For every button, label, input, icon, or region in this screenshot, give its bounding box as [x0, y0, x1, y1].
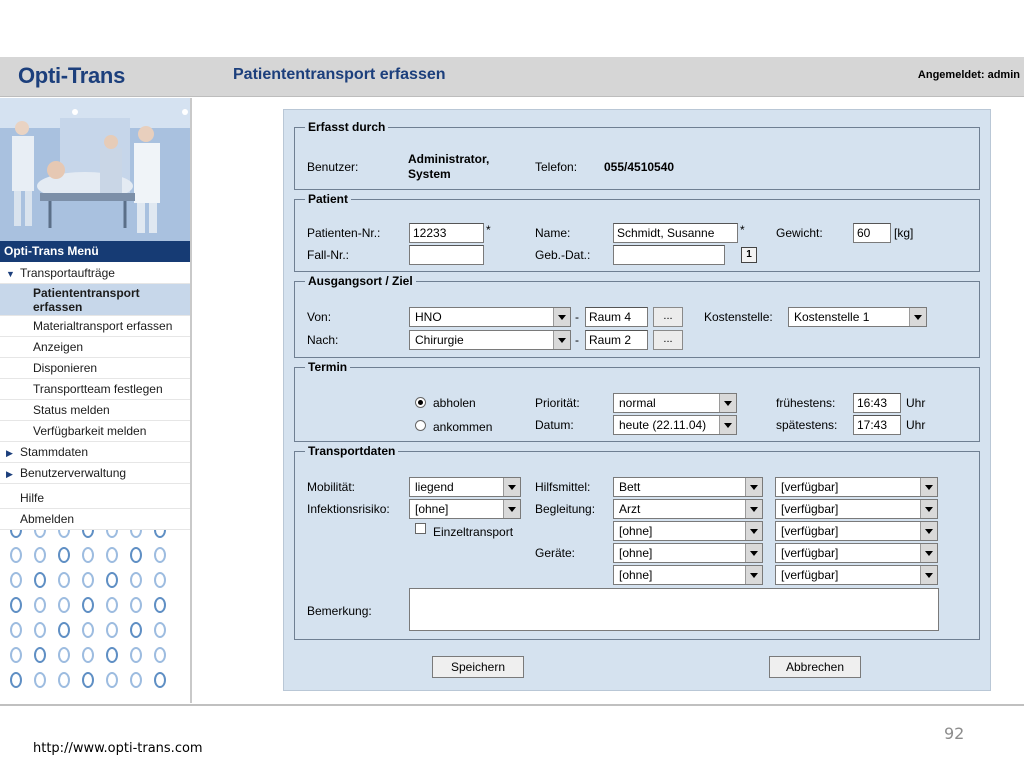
group-termin: [294, 360, 980, 442]
decorative-dot: [34, 572, 46, 588]
chevron-right-icon: ▶: [6, 448, 13, 458]
group-ausgangsort-ziel: [294, 274, 980, 358]
spaetestens-input[interactable]: 17:43: [853, 415, 901, 435]
chevron-down-icon: [745, 478, 762, 496]
chevron-down-icon: ▼: [6, 269, 15, 279]
nach-label: Nach:: [307, 333, 339, 347]
menu-item-anzeigen[interactable]: Anzeigen: [0, 337, 190, 358]
group-erfasst-durch: [294, 120, 980, 190]
required-marker: *: [486, 223, 491, 237]
einzeltransport-label: Einzeltransport: [433, 525, 514, 539]
decorative-dot: [10, 672, 22, 688]
group-legend: Ausgangsort / Ziel: [308, 274, 413, 288]
nach-raum-browse-button[interactable]: ...: [653, 330, 683, 350]
chevron-down-icon: [920, 544, 937, 562]
chevron-down-icon: [909, 308, 926, 326]
select-value: [verfügbar]: [781, 568, 839, 582]
kostenstelle-selected-value: Kostenstelle 1: [794, 310, 870, 324]
select-value: [ohne]: [619, 568, 653, 582]
menu-item-benutzerverwaltung[interactable]: [0, 463, 190, 484]
decorative-dot: [10, 647, 22, 663]
uhr-unit: Uhr: [906, 396, 926, 410]
uhr-unit: Uhr: [906, 418, 926, 432]
geraete-select-1[interactable]: [613, 543, 763, 563]
bemerkung-label: Bemerkung:: [307, 604, 372, 618]
geb-dat-label: Geb.-Dat.:: [535, 248, 591, 262]
begleitung-select-1[interactable]: [613, 499, 763, 519]
menu-item-status-melden[interactable]: Status melden: [0, 400, 190, 421]
nach-raum-input[interactable]: Raum 2: [585, 330, 648, 350]
main-menu: [0, 263, 190, 530]
decorative-dot: [154, 597, 166, 613]
von-select[interactable]: [409, 307, 571, 327]
menu-item-patiententransport-erfassen[interactable]: Patiententransport erfassen: [0, 284, 190, 316]
decorative-dot: [130, 547, 142, 563]
group-legend: Transportdaten: [308, 444, 396, 458]
decorative-dot: [10, 572, 22, 588]
datum-label: Datum:: [535, 418, 574, 432]
menu-item-transportteam-festlegen[interactable]: Transportteam festlegen: [0, 379, 190, 400]
decorative-dot: [154, 672, 166, 688]
menu-title: Opti-Trans Menü: [0, 241, 190, 262]
benutzer-label: Benutzer:: [307, 160, 359, 174]
calendar-icon[interactable]: 1: [741, 247, 757, 263]
required-marker: *: [740, 223, 745, 237]
decorative-dot: [82, 647, 94, 663]
menu-item-verfuegbarkeit-melden[interactable]: Verfügbarkeit melden: [0, 421, 190, 442]
group-transportdaten: [294, 444, 980, 640]
geb-dat-input[interactable]: [613, 245, 725, 265]
prioritaet-label: Priorität:: [535, 396, 580, 410]
form-panel: [283, 109, 991, 691]
menu-item-label: Transportaufträge: [20, 266, 115, 280]
dash-separator: -: [575, 333, 579, 347]
spaetestens-label: spätestens:: [776, 418, 838, 432]
decorative-dot: [58, 672, 70, 688]
app-title: Opti-Trans: [18, 63, 126, 88]
chevron-down-icon: [920, 500, 937, 518]
decorative-dot: [34, 647, 46, 663]
kostenstelle-select[interactable]: [788, 307, 927, 327]
decorative-dot: [130, 622, 142, 638]
decorative-dot: [82, 597, 94, 613]
select-value: [verfügbar]: [781, 480, 839, 494]
decorative-dot: [58, 547, 70, 563]
von-label: Von:: [307, 310, 332, 324]
decorative-dot: [34, 547, 46, 563]
patienten-nr-label: Patienten-Nr.:: [307, 226, 381, 240]
decorative-dot: [130, 572, 142, 588]
decorative-dot: [106, 622, 118, 638]
status-select-5[interactable]: [775, 565, 938, 585]
logged-in-user: Angemeldet: admin: [917, 69, 1020, 81]
group-legend: Erfasst durch: [308, 120, 386, 134]
sidebar-divider: [190, 98, 192, 703]
gewicht-unit: [kg]: [894, 226, 914, 240]
decorative-dot: [34, 622, 46, 638]
menu-item-materialtransport-erfassen[interactable]: Materialtransport erfassen: [0, 316, 190, 337]
decorative-dot: [154, 530, 166, 538]
chevron-down-icon: [553, 331, 570, 349]
menu-item-stammdaten[interactable]: [0, 442, 190, 463]
chevron-down-icon: [745, 566, 762, 584]
benutzer-value: Administrator, System: [408, 152, 490, 181]
kostenstelle-label: Kostenstelle:: [704, 310, 773, 324]
decorative-dot: [130, 597, 142, 613]
hospital-photo: [0, 98, 190, 241]
chevron-down-icon: [719, 416, 736, 434]
decorative-dot: [10, 597, 22, 613]
save-button[interactable]: Speichern: [432, 656, 524, 678]
hilfsmittel-select-1[interactable]: [613, 477, 763, 497]
menu-item-disponieren[interactable]: Disponieren: [0, 358, 190, 379]
mobilitaet-selected-value: liegend: [415, 480, 454, 494]
prioritaet-selected-value: normal: [619, 396, 656, 410]
abholen-label: abholen: [433, 396, 476, 410]
decorative-dot: [10, 622, 22, 638]
mobilitaet-select[interactable]: [409, 477, 521, 497]
decorative-dot: [154, 622, 166, 638]
decorative-dot: [130, 647, 142, 663]
fall-nr-input[interactable]: [409, 245, 484, 265]
datum-selected-value: heute (22.11.04): [619, 418, 707, 432]
einzeltransport-checkbox[interactable]: [415, 523, 426, 534]
footer-divider: [0, 704, 1024, 706]
fall-nr-label: Fall-Nr.:: [307, 248, 349, 262]
prioritaet-select[interactable]: [613, 393, 737, 413]
nach-select[interactable]: [409, 330, 571, 350]
decorative-dot: [10, 530, 22, 538]
select-value: Arzt: [619, 502, 641, 516]
decorative-dot: [154, 547, 166, 563]
begleitung-select-2[interactable]: [613, 521, 763, 541]
chevron-down-icon: [503, 500, 520, 518]
decorative-dot: [106, 672, 118, 688]
decorative-dot: [34, 672, 46, 688]
geraete-select-2[interactable]: [613, 565, 763, 585]
chevron-down-icon: [745, 522, 762, 540]
decorative-dot: [154, 572, 166, 588]
menu-item-abmelden[interactable]: Abmelden: [0, 509, 190, 530]
mobilitaet-label: Mobilität:: [307, 480, 356, 494]
status-select-1[interactable]: [775, 477, 938, 497]
hilfsmittel-label: Hilfsmittel:: [535, 480, 591, 494]
ankommen-radio[interactable]: [415, 420, 426, 431]
select-value: [verfügbar]: [781, 524, 839, 538]
telefon-label: Telefon:: [535, 160, 578, 174]
decorative-dot: [82, 622, 94, 638]
patienten-nr-input[interactable]: 12233: [409, 223, 484, 243]
decorative-dot: [58, 597, 70, 613]
nach-selected-value: Chirurgie: [415, 333, 464, 347]
menu-item-transportauftraege[interactable]: [0, 263, 190, 284]
decorative-dot: [58, 647, 70, 663]
decorative-dot: [58, 622, 70, 638]
telefon-value: 055/4510540: [604, 160, 675, 174]
decorative-dot: [106, 530, 118, 538]
chevron-down-icon: [503, 478, 520, 496]
bemerkung-textarea[interactable]: [409, 588, 939, 631]
decorative-dot: [82, 547, 94, 563]
select-value: [verfügbar]: [781, 502, 839, 516]
decorative-dot: [106, 597, 118, 613]
gewicht-input[interactable]: 60: [853, 223, 891, 243]
chevron-down-icon: [920, 522, 937, 540]
status-select-4[interactable]: [775, 543, 938, 563]
page-title: Patiententransport erfassen: [233, 66, 446, 83]
decorative-dot: [82, 672, 94, 688]
chevron-down-icon: [719, 394, 736, 412]
gewicht-label: Gewicht:: [776, 226, 823, 240]
select-value: [ohne]: [619, 524, 653, 538]
name-label: Name:: [535, 226, 571, 240]
group-patient: [294, 192, 980, 272]
fruehestens-input[interactable]: 16:43: [853, 393, 901, 413]
decorative-dot: [58, 572, 70, 588]
chevron-down-icon: [745, 544, 762, 562]
menu-item-label: Benutzerverwaltung: [20, 466, 127, 480]
decorative-dot: [154, 647, 166, 663]
app-header: [0, 57, 1024, 97]
chevron-down-icon: [920, 478, 937, 496]
footer-url[interactable]: http://www.opti-trans.com: [33, 741, 203, 756]
sidebar: [0, 98, 190, 703]
infektionsrisiko-select[interactable]: [409, 499, 521, 519]
chevron-right-icon: ▶: [6, 469, 13, 479]
chevron-down-icon: [745, 500, 762, 518]
status-select-2[interactable]: [775, 499, 938, 519]
begleitung-label: Begleitung:: [535, 502, 596, 516]
decorative-dot: [34, 530, 46, 538]
von-raum-browse-button[interactable]: ...: [653, 307, 683, 327]
status-select-3[interactable]: [775, 521, 938, 541]
group-legend: Termin: [308, 360, 348, 374]
geraete-label: Geräte:: [535, 546, 576, 560]
menu-item-hilfe[interactable]: Hilfe: [0, 488, 190, 509]
infektionsrisiko-selected-value: [ohne]: [415, 502, 449, 516]
decorative-dot-pattern: [10, 530, 185, 700]
select-value: [ohne]: [619, 546, 653, 560]
select-value: Bett: [619, 480, 641, 494]
decorative-dot: [106, 547, 118, 563]
infektionsrisiko-label: Infektionsrisiko:: [307, 502, 390, 516]
page-number: 92: [944, 724, 965, 743]
decorative-dot: [82, 530, 94, 538]
decorative-dot: [130, 672, 142, 688]
fruehestens-label: frühestens:: [776, 396, 836, 410]
select-value: [verfügbar]: [781, 546, 839, 560]
name-input[interactable]: Schmidt, Susanne: [613, 223, 738, 243]
decorative-dot: [58, 530, 70, 538]
decorative-dot: [106, 647, 118, 663]
dash-separator: -: [575, 310, 579, 324]
menu-item-label: Stammdaten: [20, 445, 89, 459]
chevron-down-icon: [553, 308, 570, 326]
group-legend: Patient: [308, 192, 349, 206]
von-raum-input[interactable]: Raum 4: [585, 307, 648, 327]
decorative-dot: [82, 572, 94, 588]
decorative-dot: [10, 547, 22, 563]
von-selected-value: HNO: [415, 310, 442, 324]
cancel-button[interactable]: Abbrechen: [769, 656, 861, 678]
chevron-down-icon: [920, 566, 937, 584]
decorative-dot: [130, 530, 142, 538]
ankommen-label: ankommen: [433, 420, 493, 434]
abholen-radio[interactable]: [415, 397, 426, 408]
decorative-dot: [106, 572, 118, 588]
decorative-dot: [34, 597, 46, 613]
datum-select[interactable]: [613, 415, 737, 435]
